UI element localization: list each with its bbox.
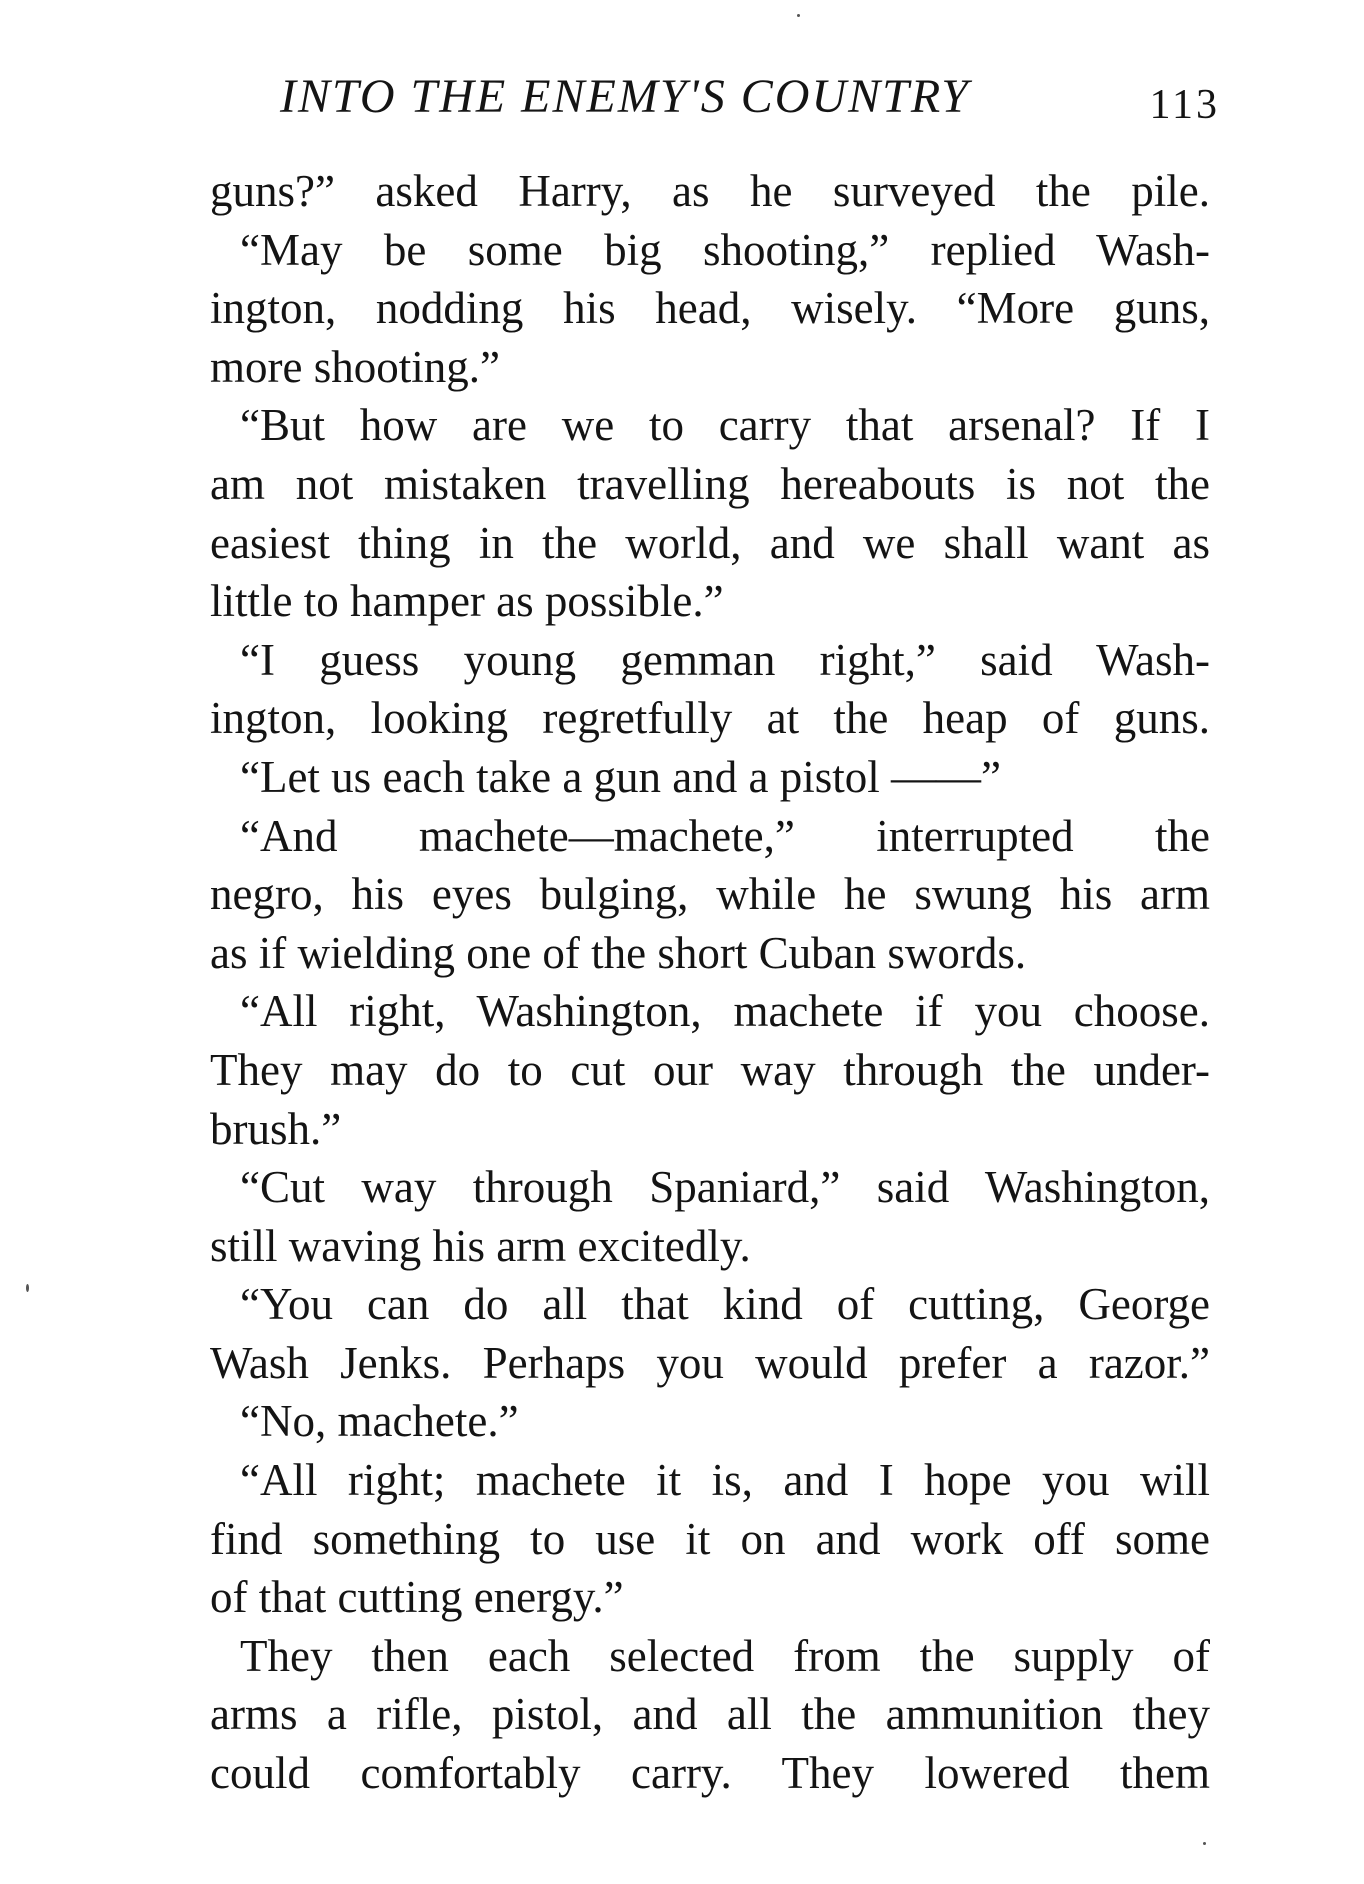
text-line: Wash Jenks. Perhaps you would prefer a razor.” (210, 1337, 1210, 1388)
scan-speck (1203, 1842, 1206, 1845)
body-text (210, 162, 1210, 1803)
text-line: ington, looking regretfully at the heap of guns. (210, 693, 1210, 744)
text-line: “All right; machete it is, and I hope you will (240, 1455, 1210, 1506)
text-line: could comfortably carry. They lowered them (210, 1748, 1210, 1799)
text-line: “But how are we to carry that arsenal? If I (240, 400, 1210, 451)
text-line: “You can do all that kind of cutting, George (240, 1279, 1210, 1330)
text-line: arms a rifle, pistol, and all the ammunition they (210, 1689, 1210, 1740)
running-head (210, 62, 1220, 132)
text-line: “Cut way through Spaniard,” said Washington, (240, 1162, 1210, 1213)
text-line: They may do to cut our way through the under- (210, 1044, 1210, 1095)
text-line: negro, his eyes bulging, while he swung his arm (210, 869, 1210, 920)
text-line: find something to use it on and work off some (210, 1513, 1210, 1564)
text-line: “May be some big shooting,” replied Wash- (240, 224, 1210, 275)
text-line: “No, machete.” (240, 1396, 519, 1447)
text-line: They then each selected from the supply of (240, 1630, 1210, 1681)
text-line: still waving his arm excitedly. (210, 1220, 751, 1271)
text-line: guns?” asked Harry, as he surveyed the pile. (210, 166, 1210, 216)
text-line: “And machete—machete,” interrupted the (240, 810, 1210, 861)
text-line: brush.” (210, 1103, 342, 1154)
text-line: am not mistaken travelling hereabouts is not the (210, 458, 1210, 509)
scan-speck (797, 14, 800, 17)
text-line: “All right, Washington, machete if you choose. (240, 986, 1210, 1037)
scan-speck (26, 1284, 29, 1292)
page-number: 113 (1149, 82, 1220, 128)
text-line: easiest thing in the world, and we shall want as (210, 517, 1210, 568)
text-line: as if wielding one of the short Cuban swords. (210, 927, 1027, 978)
text-line: “I guess young gemman right,” said Wash- (240, 634, 1210, 685)
text-line: more shooting.” (210, 341, 500, 392)
running-head-title: INTO THE ENEMY'S COUNTRY (280, 70, 970, 123)
text-line: “Let us each take a gun and a pistol ——” (240, 751, 1001, 802)
text-line: little to hamper as possible.” (210, 576, 724, 627)
text-line: of that cutting energy.” (210, 1572, 624, 1623)
text-line: ington, nodding his head, wisely. “More guns, (210, 283, 1210, 334)
